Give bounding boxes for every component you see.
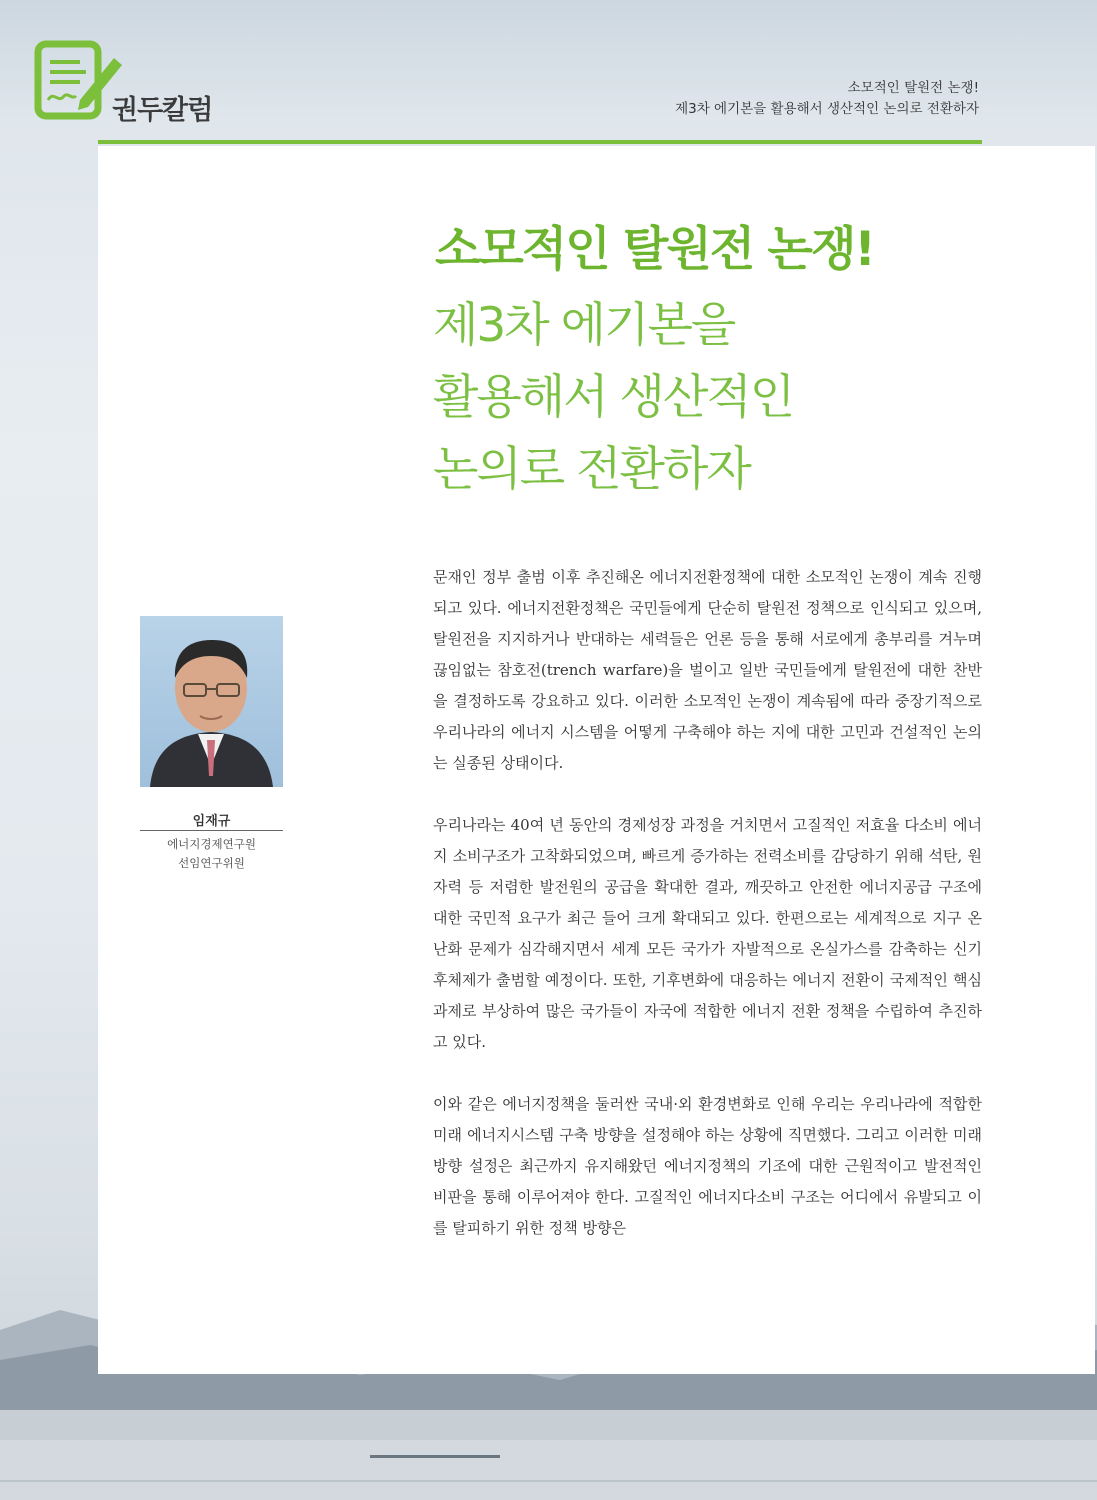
running-title-line2: 제3차 에기본을 활용해서 생산적인 논의로 전환하자	[675, 101, 979, 117]
article-title-line: 제3차 에기본을	[433, 298, 735, 353]
article-body	[433, 562, 982, 1275]
body-paragraph: 문재인 정부 출범 이후 추진해온 에너지전환정책에 대한 소모적인 논쟁이 계속 진행되고 있다. 에너지전환정책은 국민들에게 단순히 탈원전 정책으로 인식되고 있으며, 탈원전을 지지하거나 반대하는 세력들은 언론 등을 통해 서로에게 총부리를 겨누며 끊임없는 참호전(trench warfare)을 벌이고 일반 국민들에게 탈원전에 대한 찬반을 결정하도록 강요하고 있다. 이러한 소모적인 논쟁이 계속됨에 따라 중장기적으로 우리나라의 에너지 시스템을 어떻게 구축해야 하는 지에 대한 고민과 건설적인 논의는 실종된 상태이다.	[433, 568, 982, 772]
running-title	[675, 78, 979, 120]
author-affiliation-line2: 선임연구위원	[178, 856, 245, 870]
article-title-line: 논의로 전환하자	[433, 442, 750, 497]
author-affiliation-line1: 에너지경제연구원	[167, 837, 256, 851]
body-paragraph: 우리나라는 40여 년 동안의 경제성장 과정을 거치면서 고질적인 저효율 다소비 에너지 소비구조가 고착화되었으며, 빠르게 증가하는 전력소비를 감당하기 위해 석탄, 원자력 등 저렴한 발전원의 공급을 확대한 결과, 깨끗하고 안전한 에너지공급 구조에 대한 국민적 요구가 최근 들어 크게 확대되고 있다. 한편으로는 세계적으로 지구 온난화 문제가 심각해지면서 세계 모든 국가가 자발적으로 온실가스를 감축하는 신기후체제가 출범할 예정이다. 또한, 기후변화에 대응하는 에너지 전환이 국제적인 핵심 과제로 부상하여 많은 국가들이 자국에 적합한 에너지 전환 정책을 수립하여 추진하고 있다.	[433, 816, 982, 1051]
article-title	[433, 290, 993, 506]
page-header	[0, 0, 1097, 150]
article-title-line: 활용해서 생산적인	[433, 370, 794, 425]
body-paragraph: 이와 같은 에너지정책을 둘러싼 국내·외 환경변화로 인해 우리는 우리나라에 적합한 미래 에너지시스템 구축 방향을 설정해야 하는 상황에 직면했다. 그리고 이러한 미래 방향 설정은 최근까지 유지해왔던 에너지정책의 기조에 대한 근원적이고 발전적인 비판을 통해 이루어져야 한다. 고질적인 에너지다소비 구조는 어디에서 유발되고 이를 탈피하기 위한 정책 방향은	[433, 1095, 982, 1237]
running-title-line1: 소모적인 탈원전 논쟁!	[847, 80, 979, 96]
author-photo	[140, 616, 283, 787]
author-name: 임재규	[192, 814, 231, 829]
section-label: 권두칼럼	[112, 95, 213, 126]
author-affiliation	[130, 835, 293, 873]
header-divider	[98, 140, 982, 144]
article-title-bold: 소모적인 탈원전 논쟁!	[435, 222, 874, 277]
author-divider	[140, 830, 283, 831]
